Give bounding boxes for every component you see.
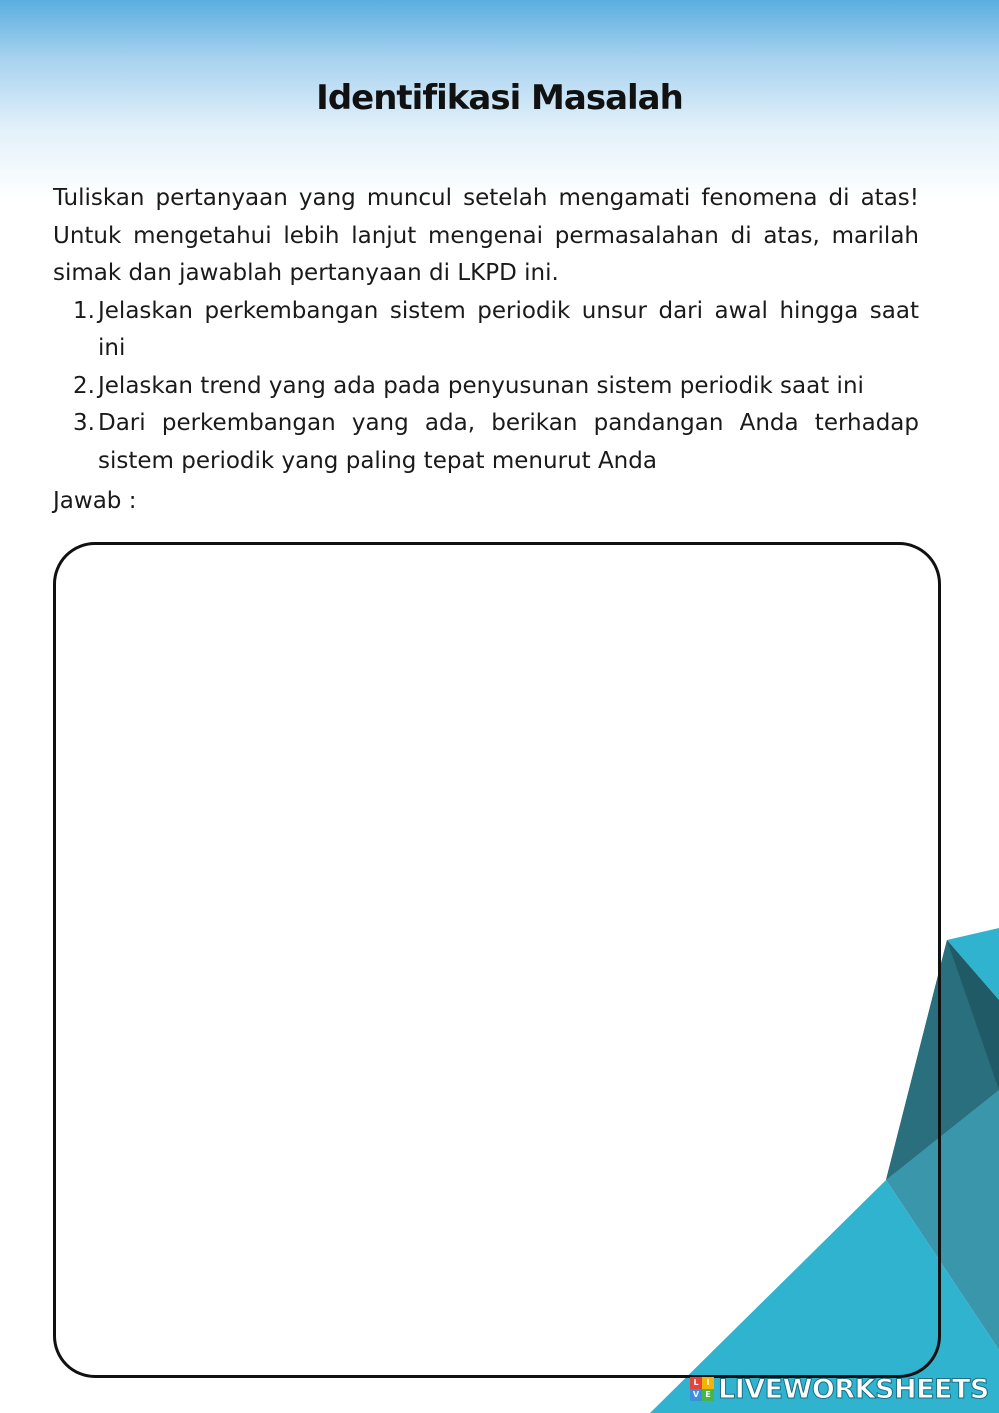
liveworksheets-brand [690,1372,989,1406]
instructions-section [53,180,919,521]
question-number: 3. [73,410,95,436]
question-list [53,293,919,481]
answer-label: Jawab : [53,488,137,514]
brand-name: LIVEWORKSHEETS [718,1373,989,1405]
answer-box[interactable] [53,542,941,1378]
question-text: Jelaskan perkembangan sistem periodik unsur dari awal hingga saat ini [98,297,919,361]
page-title: Identifikasi Masalah [316,78,683,118]
logo-letter: E [702,1389,714,1401]
question-item [53,368,919,406]
logo-letter: I [702,1377,714,1389]
logo-letter: V [690,1389,702,1401]
intro-paragraph: Tuliskan pertanyaan yang muncul setelah mengamati fenomena di atas! Untuk mengetahui lebih lanjut mengenai permasalahan di atas, marilah simak dan jawablah pertanyaan di LKPD ini. [53,185,919,286]
question-text: Jelaskan trend yang ada pada penyusunan sistem periodik saat ini [98,372,864,399]
question-item [53,405,919,480]
liveworksheets-logo-icon [690,1377,714,1401]
question-text: Dari perkembangan yang ada, berikan pandangan Anda terhadap sistem periodik yang paling tepat menurut Anda [98,410,919,474]
question-number: 1. [73,297,95,324]
question-item [53,293,919,368]
logo-letter: L [690,1377,702,1389]
question-number: 2. [73,372,95,399]
